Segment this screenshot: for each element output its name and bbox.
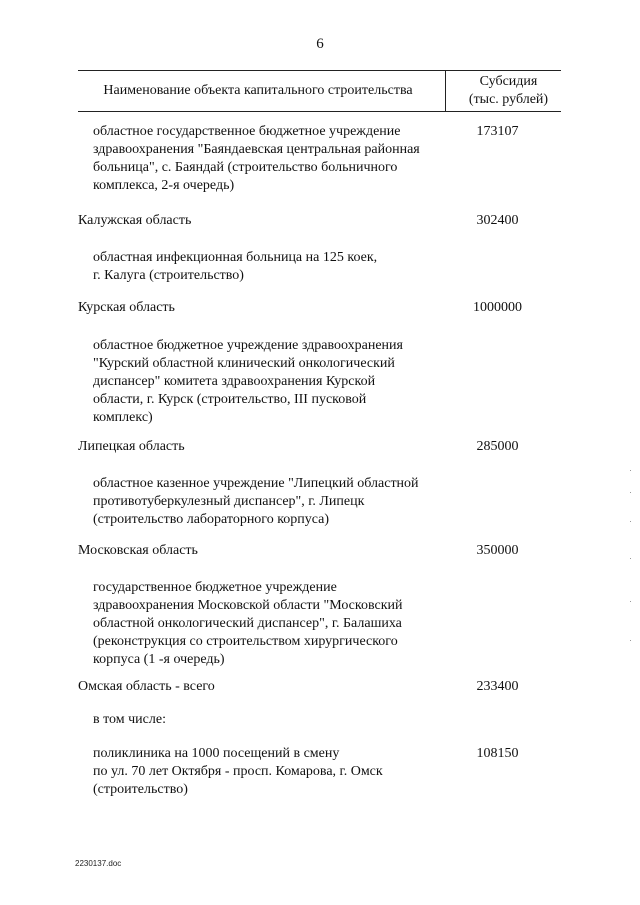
document-code: 2230137.doc <box>75 859 122 868</box>
table-row-item <box>93 745 463 799</box>
row-text-line: корпуса (1 -я очередь) <box>93 652 225 667</box>
table-row-item <box>93 579 463 669</box>
header-name-column: Наименование объекта капитального строительства <box>103 83 413 98</box>
header-subsidy-column <box>456 73 561 109</box>
header-subsidy-unit: (тыс. рублей) <box>468 92 549 107</box>
header-subsidy-title: Субсидия <box>479 74 538 89</box>
row-text-line: поликлиника на 1000 посещений в смену <box>93 746 340 761</box>
table-row-subheading <box>93 711 463 729</box>
row-amount: 285000 <box>476 439 519 454</box>
row-text-line: больница", с. Баяндай (строительство больничного <box>93 160 398 175</box>
region-name: Омская область - всего <box>78 679 215 694</box>
table-row-item <box>93 249 463 285</box>
row-text-line: областное бюджетное учреждение здравоохранения <box>93 338 403 353</box>
row-text-line: областной онкологический диспансер", г. Балашиха <box>93 616 402 631</box>
row-amount: 108150 <box>476 746 519 761</box>
table-row-region <box>78 438 458 456</box>
row-text-line: областное государственное бюджетное учреждение <box>93 124 401 139</box>
table-row-region <box>78 212 458 230</box>
row-text-line: (строительство) <box>93 782 188 797</box>
row-text-line: противотуберкулезный диспансер", г. Липецк <box>93 494 365 509</box>
row-text-line: в том числе: <box>93 712 166 727</box>
row-text-line: (строительство лабораторного корпуса) <box>93 512 330 527</box>
region-name: Липецкая область <box>78 439 185 454</box>
scan-artifact <box>630 470 632 670</box>
table-row-region <box>78 678 458 696</box>
row-text-line: государственное бюджетное учреждение <box>93 580 337 595</box>
row-text-line: областная инфекционная больница на 125 коек, <box>93 250 378 265</box>
page-number: 6 <box>316 36 324 52</box>
region-name: Курская область <box>78 300 175 315</box>
row-amount: 302400 <box>476 213 519 228</box>
row-text-line: комплекс) <box>93 410 153 425</box>
table-row-item <box>93 337 463 427</box>
table-row-region <box>78 542 458 560</box>
row-amount: 1000000 <box>473 300 522 315</box>
row-text-line: области, г. Курск (строительство, III пусковой <box>93 392 367 407</box>
row-amount: 350000 <box>476 543 519 558</box>
table-row-item <box>93 475 463 529</box>
row-amount: 173107 <box>476 124 519 139</box>
table-row-item <box>93 123 463 195</box>
row-text-line: областное казенное учреждение "Липецкий областной <box>93 476 419 491</box>
region-name: Калужская область <box>78 213 192 228</box>
row-text-line: г. Калуга (строительство) <box>93 268 244 283</box>
row-text-line: по ул. 70 лет Октября - просп. Комарова, г. Омск <box>93 764 383 779</box>
row-text-line: здравоохранения Московской области "Московский <box>93 598 403 613</box>
row-text-line: "Курский областной клинический онкологический <box>93 356 395 371</box>
row-text-line: (реконструкция со строительством хирургического <box>93 634 398 649</box>
region-name: Московская область <box>78 543 198 558</box>
row-text-line: здравоохранения "Баяндаевская центральная районная <box>93 142 420 157</box>
table-row-region <box>78 299 458 317</box>
row-amount: 233400 <box>476 679 519 694</box>
row-text-line: диспансер" комитета здравоохранения Курской <box>93 374 376 389</box>
header-column-divider <box>445 70 446 111</box>
table-header <box>78 70 561 112</box>
row-text-line: комплекса, 2-я очередь) <box>93 178 235 193</box>
